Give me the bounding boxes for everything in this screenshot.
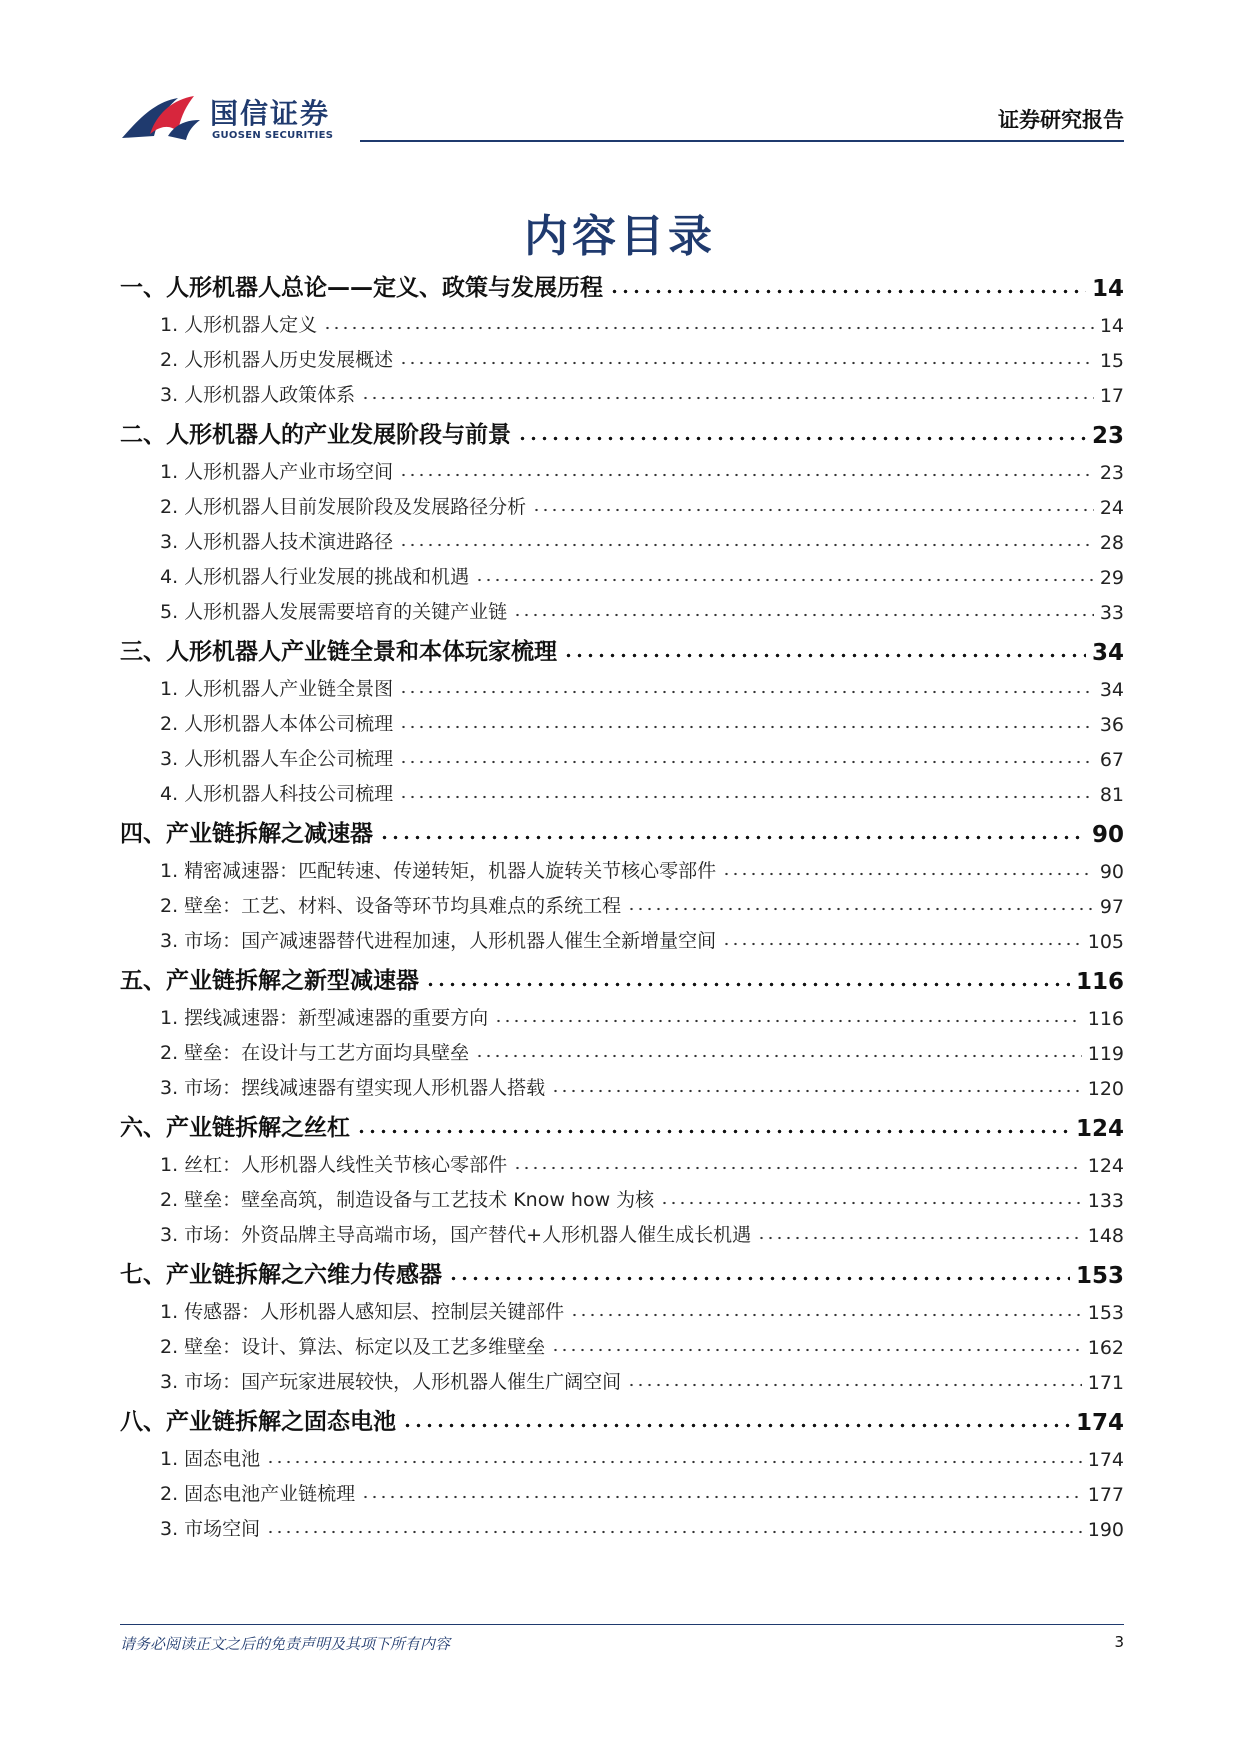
dot-leader (722, 942, 1082, 946)
logo-mark-icon (120, 90, 204, 142)
footer-divider (120, 1624, 1124, 1625)
toc-subsection-label: 2. 人形机器人历史发展概述 (160, 349, 394, 371)
dot-leader (361, 1495, 1082, 1499)
toc-section[interactable] (120, 1398, 1124, 1436)
toc-subsection[interactable] (120, 1030, 1124, 1065)
dot-leader (399, 361, 1094, 365)
toc-subsection-label: 1. 精密减速器：匹配转速、传递转矩，机器人旋转关节核心零部件 (160, 860, 717, 882)
toc-section-page: 116 (1075, 969, 1124, 995)
toc-subsection-page: 119 (1087, 1043, 1124, 1065)
dot-leader (660, 1201, 1082, 1205)
toc-subsection-page: 17 (1099, 385, 1124, 407)
toc-subsection-page: 33 (1099, 602, 1124, 624)
toc-section-label: 五、产业链拆解之新型减速器 (120, 968, 419, 994)
toc-section[interactable] (120, 628, 1124, 666)
toc-subsection[interactable] (120, 1359, 1124, 1394)
dot-leader (513, 1166, 1082, 1170)
toc-subsection-page: 90 (1099, 861, 1124, 883)
toc-subsection[interactable] (120, 995, 1124, 1030)
toc-section-label: 六、产业链拆解之丝杠 (120, 1115, 350, 1141)
toc-section-label: 一、人形机器人总论——定义、政策与发展历程 (120, 275, 603, 301)
toc-subsection[interactable] (120, 372, 1124, 407)
dot-leader (551, 1348, 1082, 1352)
dot-leader (757, 1236, 1082, 1240)
toc-subsection-label: 1. 固态电池 (160, 1448, 261, 1470)
dot-leader (448, 1276, 1070, 1281)
dot-leader (609, 289, 1086, 294)
toc-subsection-page: 116 (1087, 1008, 1124, 1030)
table-of-contents (120, 264, 1124, 1541)
dot-leader (266, 1460, 1082, 1464)
toc-section[interactable] (120, 957, 1124, 995)
toc-subsection-page: 67 (1099, 749, 1124, 771)
toc-section-page: 174 (1075, 1410, 1124, 1436)
toc-subsection[interactable] (120, 449, 1124, 484)
toc-subsection-page: 133 (1087, 1190, 1124, 1212)
toc-subsection-page: 29 (1099, 567, 1124, 589)
toc-subsection[interactable] (120, 1289, 1124, 1324)
toc-subsection-label: 3. 市场空间 (160, 1518, 261, 1540)
toc-subsection-page: 97 (1099, 896, 1124, 918)
toc-subsection-label: 3. 市场：外资品牌主导高端市场，国产替代+人形机器人催生成长机遇 (160, 1224, 752, 1246)
toc-subsection-label: 1. 人形机器人产业市场空间 (160, 461, 394, 483)
toc-subsection[interactable] (120, 1324, 1124, 1359)
toc-subsection-label: 2. 壁垒：壁垒高筑，制造设备与工艺技术 Know how 为核 (160, 1189, 655, 1211)
toc-section[interactable] (120, 810, 1124, 848)
toc-subsection-page: 81 (1099, 784, 1124, 806)
toc-subsection[interactable] (120, 302, 1124, 337)
dot-leader (475, 1054, 1082, 1058)
toc-section[interactable] (120, 1251, 1124, 1289)
toc-subsection-label: 1. 人形机器人产业链全景图 (160, 678, 394, 700)
toc-subsection-page: 162 (1087, 1337, 1124, 1359)
dot-leader (627, 907, 1094, 911)
disclaimer-note: 请务必阅读正文之后的免责声明及其项下所有内容 (120, 1635, 451, 1653)
header-divider (360, 140, 1124, 142)
toc-subsection-page: 23 (1099, 462, 1124, 484)
toc-subsection-page: 24 (1099, 497, 1124, 519)
toc-section-page: 124 (1075, 1116, 1124, 1142)
dot-leader (513, 613, 1094, 617)
toc-section-page: 14 (1091, 276, 1124, 302)
toc-subsection-label: 3. 人形机器人技术演进路径 (160, 531, 394, 553)
toc-subsection[interactable] (120, 918, 1124, 953)
dot-leader (356, 1129, 1070, 1134)
toc-subsection-label: 2. 壁垒：在设计与工艺方面均具壁垒 (160, 1042, 470, 1064)
logo-chinese-name: 国信证券 (210, 97, 331, 130)
toc-subsection[interactable] (120, 1471, 1124, 1506)
toc-subsection[interactable] (120, 589, 1124, 624)
dot-leader (399, 543, 1094, 547)
dot-leader (399, 795, 1094, 799)
toc-subsection[interactable] (120, 1436, 1124, 1471)
dot-leader (570, 1313, 1082, 1317)
toc-section-label: 八、产业链拆解之固态电池 (120, 1409, 396, 1435)
toc-subsection-page: 14 (1099, 315, 1124, 337)
toc-section[interactable] (120, 1104, 1124, 1142)
dot-leader (266, 1530, 1082, 1534)
toc-subsection-page: 15 (1099, 350, 1124, 372)
toc-subsection-label: 2. 人形机器人本体公司梳理 (160, 713, 394, 735)
toc-subsection-page: 174 (1087, 1449, 1124, 1471)
toc-section-page: 34 (1091, 640, 1124, 666)
toc-subsection[interactable] (120, 1177, 1124, 1212)
report-type-label: 证券研究报告 (998, 108, 1124, 132)
toc-subsection-label: 1. 丝杠：人形机器人线性关节核心零部件 (160, 1154, 508, 1176)
toc-subsection-label: 5. 人形机器人发展需要培育的关键产业链 (160, 601, 508, 623)
dot-leader (425, 982, 1070, 987)
toc-subsection[interactable] (120, 337, 1124, 372)
toc-section-label: 四、产业链拆解之减速器 (120, 821, 373, 847)
toc-subsection-page: 177 (1087, 1484, 1124, 1506)
dot-leader (323, 326, 1094, 330)
toc-subsection-label: 4. 人形机器人行业发展的挑战和机遇 (160, 566, 470, 588)
toc-subsection-label: 2. 壁垒：设计、算法、标定以及工艺多维壁垒 (160, 1336, 546, 1358)
toc-subsection[interactable] (120, 484, 1124, 519)
toc-subsection-page: 120 (1087, 1078, 1124, 1100)
toc-subsection-page: 190 (1087, 1519, 1124, 1541)
toc-subsection-page: 153 (1087, 1302, 1124, 1324)
dot-leader (551, 1089, 1082, 1093)
dot-leader (494, 1019, 1082, 1023)
dot-leader (399, 690, 1094, 694)
toc-subsection-page: 28 (1099, 532, 1124, 554)
toc-subsection-page: 34 (1099, 679, 1124, 701)
dot-leader (399, 725, 1094, 729)
toc-section-page: 90 (1091, 822, 1124, 848)
dot-leader (379, 835, 1086, 840)
dot-leader (475, 578, 1094, 582)
toc-subsection-label: 3. 人形机器人车企公司梳理 (160, 748, 394, 770)
page-header (120, 80, 1124, 144)
toc-subsection-label: 2. 壁垒：工艺、材料、设备等环节均具难点的系统工程 (160, 895, 622, 917)
toc-subsection-page: 124 (1087, 1155, 1124, 1177)
toc-subsection[interactable] (120, 848, 1124, 883)
dot-leader (563, 653, 1086, 658)
toc-subsection-label: 2. 人形机器人目前发展阶段及发展路径分析 (160, 496, 527, 518)
toc-subsection-label: 2. 固态电池产业链梳理 (160, 1483, 356, 1505)
toc-subsection-label: 1. 摆线减速器：新型减速器的重要方向 (160, 1007, 489, 1029)
toc-subsection-label: 3. 市场：国产玩家进展较快，人形机器人催生广阔空间 (160, 1371, 622, 1393)
toc-subsection-page: 36 (1099, 714, 1124, 736)
logo-english-name: GUOSEN SECURITIES (212, 130, 334, 141)
dot-leader (399, 473, 1094, 477)
toc-section-page: 23 (1091, 423, 1124, 449)
dot-leader (402, 1423, 1070, 1428)
dot-leader (627, 1383, 1082, 1387)
toc-subsection[interactable] (120, 666, 1124, 701)
toc-subsection[interactable] (120, 1212, 1124, 1247)
toc-subsection[interactable] (120, 701, 1124, 736)
toc-section-label: 七、产业链拆解之六维力传感器 (120, 1262, 442, 1288)
dot-leader (722, 872, 1094, 876)
toc-section-label: 二、人形机器人的产业发展阶段与前景 (120, 422, 511, 448)
toc-subsection[interactable] (120, 883, 1124, 918)
toc-subsection-page: 148 (1087, 1225, 1124, 1247)
toc-subsection[interactable] (120, 1065, 1124, 1100)
toc-subsection-label: 4. 人形机器人科技公司梳理 (160, 783, 394, 805)
dot-leader (532, 508, 1094, 512)
toc-subsection[interactable] (120, 736, 1124, 771)
toc-subsection[interactable] (120, 1506, 1124, 1541)
toc-subsection-label: 1. 人形机器人定义 (160, 314, 318, 336)
toc-subsection[interactable] (120, 519, 1124, 554)
toc-section-page: 153 (1075, 1263, 1124, 1289)
toc-section[interactable] (120, 264, 1124, 302)
toc-section-label: 三、人形机器人产业链全景和本体玩家梳理 (120, 639, 557, 665)
page-title: 内容目录 (524, 211, 716, 262)
toc-subsection[interactable] (120, 1142, 1124, 1177)
page-number: 3 (1114, 1633, 1124, 1651)
dot-leader (399, 760, 1094, 764)
toc-subsection[interactable] (120, 771, 1124, 806)
toc-subsection[interactable] (120, 554, 1124, 589)
toc-section[interactable] (120, 411, 1124, 449)
toc-subsection-label: 3. 市场：国产减速器替代进程加速，人形机器人催生全新增量空间 (160, 930, 717, 952)
toc-subsection-page: 171 (1087, 1372, 1124, 1394)
company-logo (120, 90, 360, 142)
toc-subsection-label: 1. 传感器：人形机器人感知层、控制层关键部件 (160, 1301, 565, 1323)
toc-subsection-page: 105 (1087, 931, 1124, 953)
toc-subsection-label: 3. 人形机器人政策体系 (160, 384, 356, 406)
dot-leader (361, 396, 1094, 400)
toc-subsection-label: 3. 市场：摆线减速器有望实现人形机器人搭载 (160, 1077, 546, 1099)
dot-leader (517, 436, 1086, 441)
